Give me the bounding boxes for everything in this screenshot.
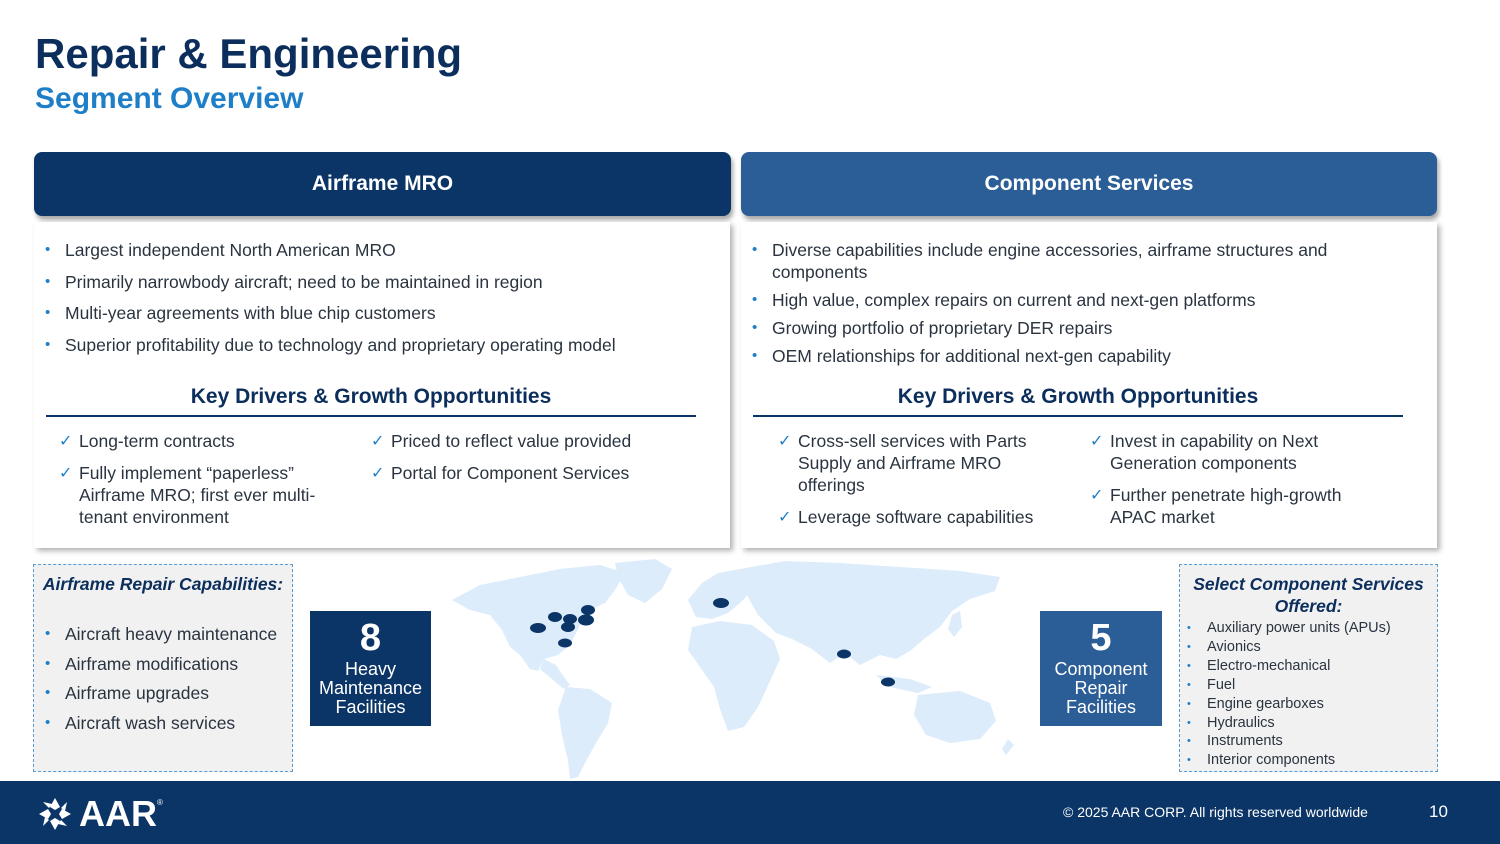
repair-capabilities-title: Airframe Repair Capabilities:: [42, 574, 284, 594]
services-offered-list: [1176, 619, 1431, 770]
list-item: • Multi-year agreements with blue chip customers: [34, 302, 714, 324]
facility-marker: [837, 650, 851, 659]
list-item: • Diverse capabilities include engine accessories, airframe structures and components: [741, 239, 1401, 283]
heavy-maintenance-count: 8: [359, 617, 382, 659]
heavy-maintenance-stat: [310, 611, 431, 726]
facility-marker: [713, 598, 729, 608]
facility-marker: [558, 639, 572, 648]
facility-marker: [581, 605, 595, 615]
aar-logo-text: AAR: [79, 793, 157, 834]
component-drivers-list-2: [1090, 430, 1390, 537]
component-services-heading: Component Services: [984, 172, 1194, 195]
list-item: • Aircraft heavy maintenance: [34, 623, 284, 645]
page-title: Repair & Engineering: [35, 30, 463, 77]
list-item: • High value, complex repairs on current and next-gen platforms: [741, 289, 1401, 311]
list-item: • Avionics: [1176, 638, 1431, 657]
check-item: ✓ Cross-sell services with Parts Supply and Airframe MRO offerings: [778, 430, 1058, 496]
map-landmass: [452, 559, 1014, 779]
list-item: • Superior profitability due to technology and proprietary operating model: [34, 334, 714, 356]
airframe-mro-header: [34, 152, 731, 216]
aar-logo: [36, 793, 163, 835]
list-item: • Growing portfolio of proprietary DER repairs: [741, 317, 1401, 339]
heavy-maintenance-label: Heavy Maintenance Facilities: [318, 659, 423, 717]
facility-marker: [561, 622, 575, 632]
check-item: ✓ Invest in capability on Next Generation components: [1090, 430, 1390, 474]
check-item: ✓ Leverage software capabilities: [778, 506, 1058, 528]
services-offered-title: Select Component Services Offered:: [1193, 574, 1424, 616]
airframe-mro-panel: [34, 222, 730, 548]
world-map: [440, 555, 1030, 780]
airframe-drivers-list-1: [59, 430, 349, 537]
check-item: ✓ Long-term contracts: [59, 430, 349, 452]
page-subtitle: Segment Overview: [35, 82, 304, 115]
airframe-drivers-title: Key Drivers & Growth Opportunities: [46, 385, 696, 417]
list-item: • Electro-mechanical: [1176, 657, 1431, 676]
airframe-drivers-list-2: [371, 430, 711, 493]
airframe-bullet-list: [34, 239, 714, 365]
facility-marker: [881, 678, 895, 687]
component-services-panel: [741, 222, 1437, 548]
component-bullet-list: [741, 239, 1401, 373]
airframe-repair-capabilities-box: [33, 564, 293, 772]
registered-mark: ®: [157, 797, 163, 807]
list-item: • Hydraulics: [1176, 714, 1431, 733]
component-drivers-title: Key Drivers & Growth Opportunities: [753, 385, 1403, 417]
page-number: 10: [1429, 802, 1448, 821]
facility-marker: [578, 615, 594, 626]
component-repair-label: Component Repair Facilities: [1054, 659, 1148, 717]
list-item: • Interior components: [1176, 751, 1431, 770]
component-services-header: [741, 152, 1437, 216]
list-item: • Fuel: [1176, 676, 1431, 695]
facility-marker: [548, 612, 562, 622]
component-repair-stat: [1040, 611, 1162, 726]
list-item: • Auxiliary power units (APUs): [1176, 619, 1431, 638]
check-item: ✓ Portal for Component Services: [371, 462, 711, 484]
check-item: ✓ Fully implement “paperless” Airframe MRO; first ever multi-tenant environment: [59, 462, 349, 528]
component-drivers-list-1: [778, 430, 1058, 537]
list-item: • Airframe upgrades: [34, 682, 284, 704]
copyright-text: © 2025 AAR CORP. All rights reserved worldwide: [1063, 804, 1368, 820]
footer: [0, 781, 1500, 844]
component-repair-count: 5: [1090, 617, 1112, 659]
list-item: • Largest independent North American MRO: [34, 239, 714, 261]
list-item: • Instruments: [1176, 732, 1431, 751]
list-item: • Primarily narrowbody aircraft; need to be maintained in region: [34, 271, 714, 293]
list-item: • Aircraft wash services: [34, 712, 284, 734]
component-services-offered-box: [1179, 564, 1438, 772]
repair-capabilities-list: [34, 623, 284, 741]
check-item: ✓ Further penetrate high-growth APAC market: [1090, 484, 1390, 528]
list-item: • OEM relationships for additional next-gen capability: [741, 345, 1401, 367]
facility-marker: [530, 623, 546, 633]
aar-logo-icon: [36, 795, 74, 833]
check-item: ✓ Priced to reflect value provided: [371, 430, 711, 452]
list-item: • Airframe modifications: [34, 653, 284, 675]
airframe-mro-heading: Airframe MRO: [311, 172, 454, 195]
list-item: • Engine gearboxes: [1176, 695, 1431, 714]
